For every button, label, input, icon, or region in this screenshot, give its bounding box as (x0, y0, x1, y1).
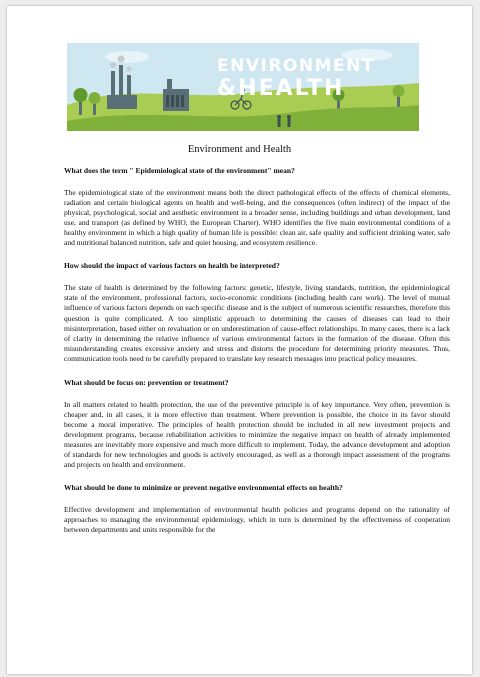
section-answer: In all matters related to health protection, the use of the preventive principle is of key importance. Very often, prevention is cheaper and, in all cases, it is more effective than treatment. Where prevention is possible, the choice in its favor should become a moral imperative. The principles of health protection should be included in all new investment projects and development programs, because rehabilitation activities to minimize the negative impact on health of already implemented measures are inevitably more expensive and much more difficult to implement. Today, the advance development and adoption of standards for new technologies and goods is actively encouraged, as well as a thorough impact assessment of the programs and projects on health and environment. (64, 399, 450, 470)
section-answer: The epidemiological state of the environment means both the direct pathological effects of the effects of chemical elements, radiation and certain biological agents on health and well-being, and the consequences (often indirect) of the impact of the physical, psychological, social and aesthetic environment in a broader sense, including buildings and urban development, land use, and transport (as defined by WHO, the European Charter). WHO identifies the five main environmental conditions of a healthy environment in which a high quality of human life is possible: clean air, safe quality and sufficient drinking water, safe and nutritional balanced nutrition, safe and quiet housing, and ecosystem resilience. (64, 188, 450, 248)
section-question: What does the term " Epidemiological state of the environment" mean? (64, 166, 295, 175)
environment-health-banner (67, 43, 419, 131)
section-question: How should the impact of various factors on health be interpreted? (64, 261, 280, 271)
section-answer: Effective development and implementation of environmental health policies and programs depend on the rationality of approaches to managing the environmental epidemiology, which in turn is determined by the effectiveness of cooperation between departments and units responsible for the (64, 505, 450, 535)
banner-illustration (67, 43, 419, 131)
document-title: Environment and Health (187, 144, 292, 155)
smoke-puff (127, 67, 132, 72)
banner-title-line1: ENVIRONMENT (217, 56, 375, 76)
section-question: What should be done to minimize or prevent negative environmental effects on health? (64, 483, 343, 493)
smoke-puff (110, 62, 116, 68)
document-body (64, 166, 450, 548)
smoke-puff (118, 56, 125, 63)
section-question: What should be focus on: prevention or treatment? (64, 377, 229, 387)
cloud-shape (105, 51, 149, 63)
banner-title-line2: &HEALTH (217, 76, 345, 101)
section-answer: The state of health is determined by the following factors: genetic, lifestyle, living standards, nutrition, the epidemiological state of the environment, professional factors, socio-economic conditions (including health care work). The level of mutual influence of various factors depends on each specific disease and is the subject of numerous scientific researches, therefore this question is quite complicated. A too simplistic approach to determining the causes of diseases can lead to their misinterpretation, based either on revaluation or on underestimation of cause-effect relationships. In many cases, there is a lack of clarity in determining the relative influence of various environmental factors in the formation of the disease. Often this misunderstanding creates excessive anxiety and stress and distorts the procedure for determining priority measures. Thus, communication tools need to be carefully prepared to translate key research messages into practical policy measures. (64, 283, 450, 363)
document-page (7, 6, 472, 674)
